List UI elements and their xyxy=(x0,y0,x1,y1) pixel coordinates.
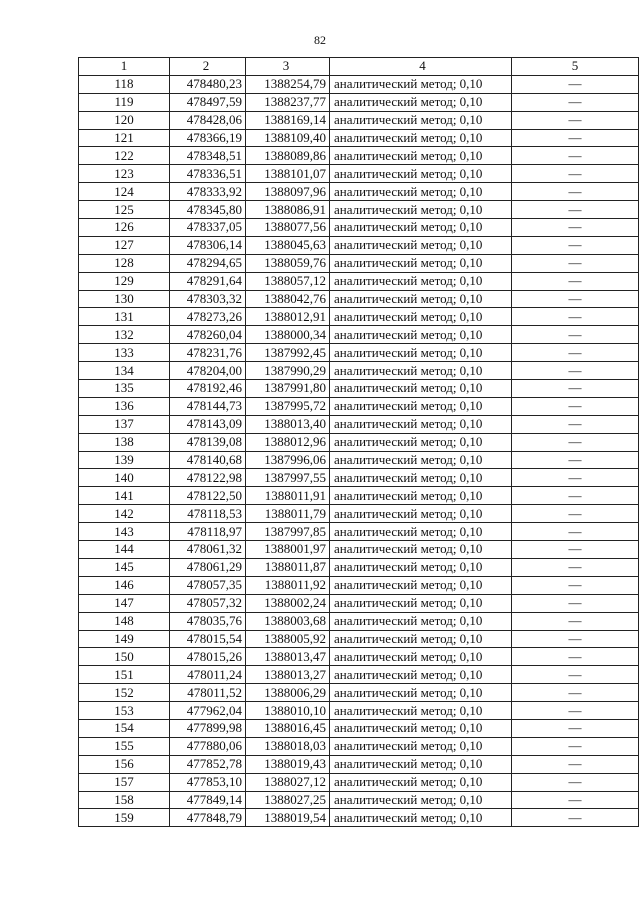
x-coordinate-cell: 478057,35 xyxy=(170,576,246,594)
x-coordinate-cell: 478143,09 xyxy=(170,415,246,433)
method-accuracy-cell: аналитический метод; 0,10 xyxy=(330,165,512,183)
method-accuracy-cell: аналитический метод; 0,10 xyxy=(330,684,512,702)
point-number-cell: 120 xyxy=(79,111,170,129)
header-cell-1: 1 xyxy=(79,58,170,76)
method-accuracy-cell: аналитический метод; 0,10 xyxy=(330,308,512,326)
table-row xyxy=(79,576,639,594)
x-coordinate-cell: 477853,10 xyxy=(170,773,246,791)
table-row xyxy=(79,93,639,111)
y-coordinate-cell: 1388013,27 xyxy=(246,666,330,684)
x-coordinate-cell: 478015,26 xyxy=(170,648,246,666)
table-row xyxy=(79,523,639,541)
table-row xyxy=(79,433,639,451)
x-coordinate-cell: 478231,76 xyxy=(170,344,246,362)
y-coordinate-cell: 1388016,45 xyxy=(246,719,330,737)
note-cell: — xyxy=(512,594,639,612)
point-number-cell: 141 xyxy=(79,487,170,505)
note-cell: — xyxy=(512,129,639,147)
x-coordinate-cell: 478011,52 xyxy=(170,684,246,702)
method-accuracy-cell: аналитический метод; 0,10 xyxy=(330,809,512,827)
note-cell: — xyxy=(512,201,639,219)
table-row xyxy=(79,254,639,272)
method-accuracy-cell: аналитический метод; 0,10 xyxy=(330,594,512,612)
x-coordinate-cell: 478061,32 xyxy=(170,541,246,559)
method-accuracy-cell: аналитический метод; 0,10 xyxy=(330,397,512,415)
x-coordinate-cell: 478139,08 xyxy=(170,433,246,451)
note-cell: — xyxy=(512,111,639,129)
method-accuracy-cell: аналитический метод; 0,10 xyxy=(330,326,512,344)
method-accuracy-cell: аналитический метод; 0,10 xyxy=(330,344,512,362)
y-coordinate-cell: 1388005,92 xyxy=(246,630,330,648)
x-coordinate-cell: 478057,32 xyxy=(170,594,246,612)
x-coordinate-cell: 478273,26 xyxy=(170,308,246,326)
point-number-cell: 152 xyxy=(79,684,170,702)
note-cell: — xyxy=(512,755,639,773)
note-cell: — xyxy=(512,308,639,326)
table-row xyxy=(79,147,639,165)
point-number-cell: 147 xyxy=(79,594,170,612)
y-coordinate-cell: 1388011,79 xyxy=(246,505,330,523)
x-coordinate-cell: 477848,79 xyxy=(170,809,246,827)
y-coordinate-cell: 1388086,91 xyxy=(246,201,330,219)
y-coordinate-cell: 1387995,72 xyxy=(246,397,330,415)
point-number-cell: 143 xyxy=(79,523,170,541)
point-number-cell: 126 xyxy=(79,219,170,237)
table-row xyxy=(79,684,639,702)
y-coordinate-cell: 1388013,47 xyxy=(246,648,330,666)
note-cell: — xyxy=(512,93,639,111)
note-cell: — xyxy=(512,737,639,755)
method-accuracy-cell: аналитический метод; 0,10 xyxy=(330,505,512,523)
x-coordinate-cell: 478118,97 xyxy=(170,523,246,541)
y-coordinate-cell: 1388001,97 xyxy=(246,541,330,559)
table-row xyxy=(79,451,639,469)
table-row xyxy=(79,630,639,648)
point-number-cell: 129 xyxy=(79,272,170,290)
point-number-cell: 132 xyxy=(79,326,170,344)
table-row xyxy=(79,344,639,362)
note-cell: — xyxy=(512,469,639,487)
method-accuracy-cell: аналитический метод; 0,10 xyxy=(330,415,512,433)
note-cell: — xyxy=(512,558,639,576)
table-row xyxy=(79,791,639,809)
y-coordinate-cell: 1388097,96 xyxy=(246,183,330,201)
point-number-cell: 157 xyxy=(79,773,170,791)
note-cell: — xyxy=(512,380,639,398)
x-coordinate-cell: 477852,78 xyxy=(170,755,246,773)
y-coordinate-cell: 1388006,29 xyxy=(246,684,330,702)
x-coordinate-cell: 478061,29 xyxy=(170,558,246,576)
point-number-cell: 139 xyxy=(79,451,170,469)
x-coordinate-cell: 478011,24 xyxy=(170,666,246,684)
table-row xyxy=(79,201,639,219)
point-number-cell: 153 xyxy=(79,702,170,720)
method-accuracy-cell: аналитический метод; 0,10 xyxy=(330,451,512,469)
table-row xyxy=(79,773,639,791)
y-coordinate-cell: 1387992,45 xyxy=(246,344,330,362)
note-cell: — xyxy=(512,541,639,559)
table-row xyxy=(79,558,639,576)
point-number-cell: 155 xyxy=(79,737,170,755)
point-number-cell: 146 xyxy=(79,576,170,594)
y-coordinate-cell: 1388010,10 xyxy=(246,702,330,720)
x-coordinate-cell: 478333,92 xyxy=(170,183,246,201)
note-cell: — xyxy=(512,612,639,630)
method-accuracy-cell: аналитический метод; 0,10 xyxy=(330,719,512,737)
x-coordinate-cell: 478480,23 xyxy=(170,75,246,93)
y-coordinate-cell: 1388012,96 xyxy=(246,433,330,451)
note-cell: — xyxy=(512,219,639,237)
method-accuracy-cell: аналитический метод; 0,10 xyxy=(330,541,512,559)
table-row xyxy=(79,75,639,93)
y-coordinate-cell: 1388089,86 xyxy=(246,147,330,165)
table-row xyxy=(79,541,639,559)
y-coordinate-cell: 1388237,77 xyxy=(246,93,330,111)
point-number-cell: 159 xyxy=(79,809,170,827)
y-coordinate-cell: 1388027,25 xyxy=(246,791,330,809)
x-coordinate-cell: 478306,14 xyxy=(170,236,246,254)
page-number: 82 xyxy=(314,33,326,47)
y-coordinate-cell: 1388059,76 xyxy=(246,254,330,272)
table-row xyxy=(79,219,639,237)
point-number-cell: 135 xyxy=(79,380,170,398)
method-accuracy-cell: аналитический метод; 0,10 xyxy=(330,290,512,308)
y-coordinate-cell: 1388011,91 xyxy=(246,487,330,505)
y-coordinate-cell: 1387991,80 xyxy=(246,380,330,398)
table-row xyxy=(79,129,639,147)
x-coordinate-cell: 477849,14 xyxy=(170,791,246,809)
table-row xyxy=(79,809,639,827)
y-coordinate-cell: 1388002,24 xyxy=(246,594,330,612)
point-number-cell: 150 xyxy=(79,648,170,666)
table-row xyxy=(79,380,639,398)
note-cell: — xyxy=(512,487,639,505)
table-row xyxy=(79,505,639,523)
header-cell-5: 5 xyxy=(512,58,639,76)
header-cell-4: 4 xyxy=(330,58,512,76)
method-accuracy-cell: аналитический метод; 0,10 xyxy=(330,111,512,129)
table-row xyxy=(79,308,639,326)
x-coordinate-cell: 478345,80 xyxy=(170,201,246,219)
table-row xyxy=(79,612,639,630)
x-coordinate-cell: 478140,68 xyxy=(170,451,246,469)
x-coordinate-cell: 478035,76 xyxy=(170,612,246,630)
method-accuracy-cell: аналитический метод; 0,10 xyxy=(330,380,512,398)
note-cell: — xyxy=(512,702,639,720)
y-coordinate-cell: 1387997,55 xyxy=(246,469,330,487)
x-coordinate-cell: 477899,98 xyxy=(170,719,246,737)
x-coordinate-cell: 478144,73 xyxy=(170,397,246,415)
x-coordinate-cell: 478348,51 xyxy=(170,147,246,165)
method-accuracy-cell: аналитический метод; 0,10 xyxy=(330,93,512,111)
table-row xyxy=(79,666,639,684)
y-coordinate-cell: 1388109,40 xyxy=(246,129,330,147)
y-coordinate-cell: 1388027,12 xyxy=(246,773,330,791)
method-accuracy-cell: аналитический метод; 0,10 xyxy=(330,523,512,541)
method-accuracy-cell: аналитический метод; 0,10 xyxy=(330,702,512,720)
table-row xyxy=(79,397,639,415)
method-accuracy-cell: аналитический метод; 0,10 xyxy=(330,254,512,272)
note-cell: — xyxy=(512,75,639,93)
method-accuracy-cell: аналитический метод; 0,10 xyxy=(330,362,512,380)
method-accuracy-cell: аналитический метод; 0,10 xyxy=(330,791,512,809)
y-coordinate-cell: 1388019,54 xyxy=(246,809,330,827)
point-number-cell: 137 xyxy=(79,415,170,433)
point-number-cell: 123 xyxy=(79,165,170,183)
x-coordinate-cell: 478118,53 xyxy=(170,505,246,523)
table-row xyxy=(79,290,639,308)
x-coordinate-cell: 478015,54 xyxy=(170,630,246,648)
x-coordinate-cell: 478122,98 xyxy=(170,469,246,487)
y-coordinate-cell: 1388077,56 xyxy=(246,219,330,237)
table-row xyxy=(79,236,639,254)
point-number-cell: 122 xyxy=(79,147,170,165)
x-coordinate-cell: 478291,64 xyxy=(170,272,246,290)
y-coordinate-cell: 1388013,40 xyxy=(246,415,330,433)
method-accuracy-cell: аналитический метод; 0,10 xyxy=(330,183,512,201)
y-coordinate-cell: 1388169,14 xyxy=(246,111,330,129)
x-coordinate-cell: 478497,59 xyxy=(170,93,246,111)
note-cell: — xyxy=(512,415,639,433)
note-cell: — xyxy=(512,523,639,541)
table-row xyxy=(79,469,639,487)
y-coordinate-cell: 1388019,43 xyxy=(246,755,330,773)
method-accuracy-cell: аналитический метод; 0,10 xyxy=(330,201,512,219)
point-number-cell: 142 xyxy=(79,505,170,523)
method-accuracy-cell: аналитический метод; 0,10 xyxy=(330,558,512,576)
x-coordinate-cell: 478192,46 xyxy=(170,380,246,398)
method-accuracy-cell: аналитический метод; 0,10 xyxy=(330,236,512,254)
method-accuracy-cell: аналитический метод; 0,10 xyxy=(330,469,512,487)
table-row xyxy=(79,415,639,433)
header-cell-2: 2 xyxy=(170,58,246,76)
y-coordinate-cell: 1388000,34 xyxy=(246,326,330,344)
note-cell: — xyxy=(512,630,639,648)
note-cell: — xyxy=(512,451,639,469)
y-coordinate-cell: 1388042,76 xyxy=(246,290,330,308)
note-cell: — xyxy=(512,272,639,290)
point-number-cell: 151 xyxy=(79,666,170,684)
table-row xyxy=(79,737,639,755)
note-cell: — xyxy=(512,326,639,344)
method-accuracy-cell: аналитический метод; 0,10 xyxy=(330,433,512,451)
table-row xyxy=(79,755,639,773)
table-row xyxy=(79,183,639,201)
method-accuracy-cell: аналитический метод; 0,10 xyxy=(330,147,512,165)
note-cell: — xyxy=(512,290,639,308)
table-row xyxy=(79,648,639,666)
y-coordinate-cell: 1387997,85 xyxy=(246,523,330,541)
point-number-cell: 156 xyxy=(79,755,170,773)
table-row xyxy=(79,702,639,720)
method-accuracy-cell: аналитический метод; 0,10 xyxy=(330,648,512,666)
point-number-cell: 158 xyxy=(79,791,170,809)
y-coordinate-cell: 1388003,68 xyxy=(246,612,330,630)
point-number-cell: 136 xyxy=(79,397,170,415)
y-coordinate-cell: 1388254,79 xyxy=(246,75,330,93)
table-body xyxy=(79,75,639,826)
table-row xyxy=(79,165,639,183)
note-cell: — xyxy=(512,344,639,362)
y-coordinate-cell: 1388012,91 xyxy=(246,308,330,326)
note-cell: — xyxy=(512,183,639,201)
table-row xyxy=(79,594,639,612)
table-row xyxy=(79,272,639,290)
point-number-cell: 118 xyxy=(79,75,170,93)
table-row xyxy=(79,362,639,380)
y-coordinate-cell: 1388011,87 xyxy=(246,558,330,576)
note-cell: — xyxy=(512,809,639,827)
y-coordinate-cell: 1387990,29 xyxy=(246,362,330,380)
table-row xyxy=(79,111,639,129)
y-coordinate-cell: 1388101,07 xyxy=(246,165,330,183)
table-row xyxy=(79,326,639,344)
y-coordinate-cell: 1388011,92 xyxy=(246,576,330,594)
method-accuracy-cell: аналитический метод; 0,10 xyxy=(330,666,512,684)
x-coordinate-cell: 478336,51 xyxy=(170,165,246,183)
table-row xyxy=(79,719,639,737)
method-accuracy-cell: аналитический метод; 0,10 xyxy=(330,612,512,630)
method-accuracy-cell: аналитический метод; 0,10 xyxy=(330,755,512,773)
note-cell: — xyxy=(512,648,639,666)
method-accuracy-cell: аналитический метод; 0,10 xyxy=(330,219,512,237)
note-cell: — xyxy=(512,505,639,523)
point-number-cell: 138 xyxy=(79,433,170,451)
note-cell: — xyxy=(512,684,639,702)
point-number-cell: 128 xyxy=(79,254,170,272)
x-coordinate-cell: 477962,04 xyxy=(170,702,246,720)
y-coordinate-cell: 1388018,03 xyxy=(246,737,330,755)
note-cell: — xyxy=(512,362,639,380)
method-accuracy-cell: аналитический метод; 0,10 xyxy=(330,630,512,648)
point-number-cell: 134 xyxy=(79,362,170,380)
point-number-cell: 130 xyxy=(79,290,170,308)
point-number-cell: 154 xyxy=(79,719,170,737)
x-coordinate-cell: 478337,05 xyxy=(170,219,246,237)
y-coordinate-cell: 1387996,06 xyxy=(246,451,330,469)
note-cell: — xyxy=(512,236,639,254)
note-cell: — xyxy=(512,165,639,183)
note-cell: — xyxy=(512,791,639,809)
point-number-cell: 124 xyxy=(79,183,170,201)
method-accuracy-cell: аналитический метод; 0,10 xyxy=(330,129,512,147)
point-number-cell: 133 xyxy=(79,344,170,362)
point-number-cell: 148 xyxy=(79,612,170,630)
method-accuracy-cell: аналитический метод; 0,10 xyxy=(330,773,512,791)
note-cell: — xyxy=(512,576,639,594)
x-coordinate-cell: 478260,04 xyxy=(170,326,246,344)
x-coordinate-cell: 478303,32 xyxy=(170,290,246,308)
note-cell: — xyxy=(512,433,639,451)
point-number-cell: 149 xyxy=(79,630,170,648)
y-coordinate-cell: 1388057,12 xyxy=(246,272,330,290)
x-coordinate-cell: 478122,50 xyxy=(170,487,246,505)
point-number-cell: 125 xyxy=(79,201,170,219)
method-accuracy-cell: аналитический метод; 0,10 xyxy=(330,75,512,93)
method-accuracy-cell: аналитический метод; 0,10 xyxy=(330,576,512,594)
point-number-cell: 144 xyxy=(79,541,170,559)
point-number-cell: 140 xyxy=(79,469,170,487)
point-number-cell: 121 xyxy=(79,129,170,147)
header-cell-3: 3 xyxy=(246,58,330,76)
point-number-cell: 127 xyxy=(79,236,170,254)
method-accuracy-cell: аналитический метод; 0,10 xyxy=(330,737,512,755)
note-cell: — xyxy=(512,254,639,272)
note-cell: — xyxy=(512,666,639,684)
note-cell: — xyxy=(512,397,639,415)
note-cell: — xyxy=(512,719,639,737)
x-coordinate-cell: 478294,65 xyxy=(170,254,246,272)
method-accuracy-cell: аналитический метод; 0,10 xyxy=(330,487,512,505)
point-number-cell: 131 xyxy=(79,308,170,326)
x-coordinate-cell: 477880,06 xyxy=(170,737,246,755)
note-cell: — xyxy=(512,147,639,165)
table-row xyxy=(79,487,639,505)
header-row xyxy=(79,58,639,76)
point-number-cell: 145 xyxy=(79,558,170,576)
coordinates-table xyxy=(78,57,639,827)
x-coordinate-cell: 478204,00 xyxy=(170,362,246,380)
method-accuracy-cell: аналитический метод; 0,10 xyxy=(330,272,512,290)
x-coordinate-cell: 478366,19 xyxy=(170,129,246,147)
x-coordinate-cell: 478428,06 xyxy=(170,111,246,129)
point-number-cell: 119 xyxy=(79,93,170,111)
y-coordinate-cell: 1388045,63 xyxy=(246,236,330,254)
note-cell: — xyxy=(512,773,639,791)
